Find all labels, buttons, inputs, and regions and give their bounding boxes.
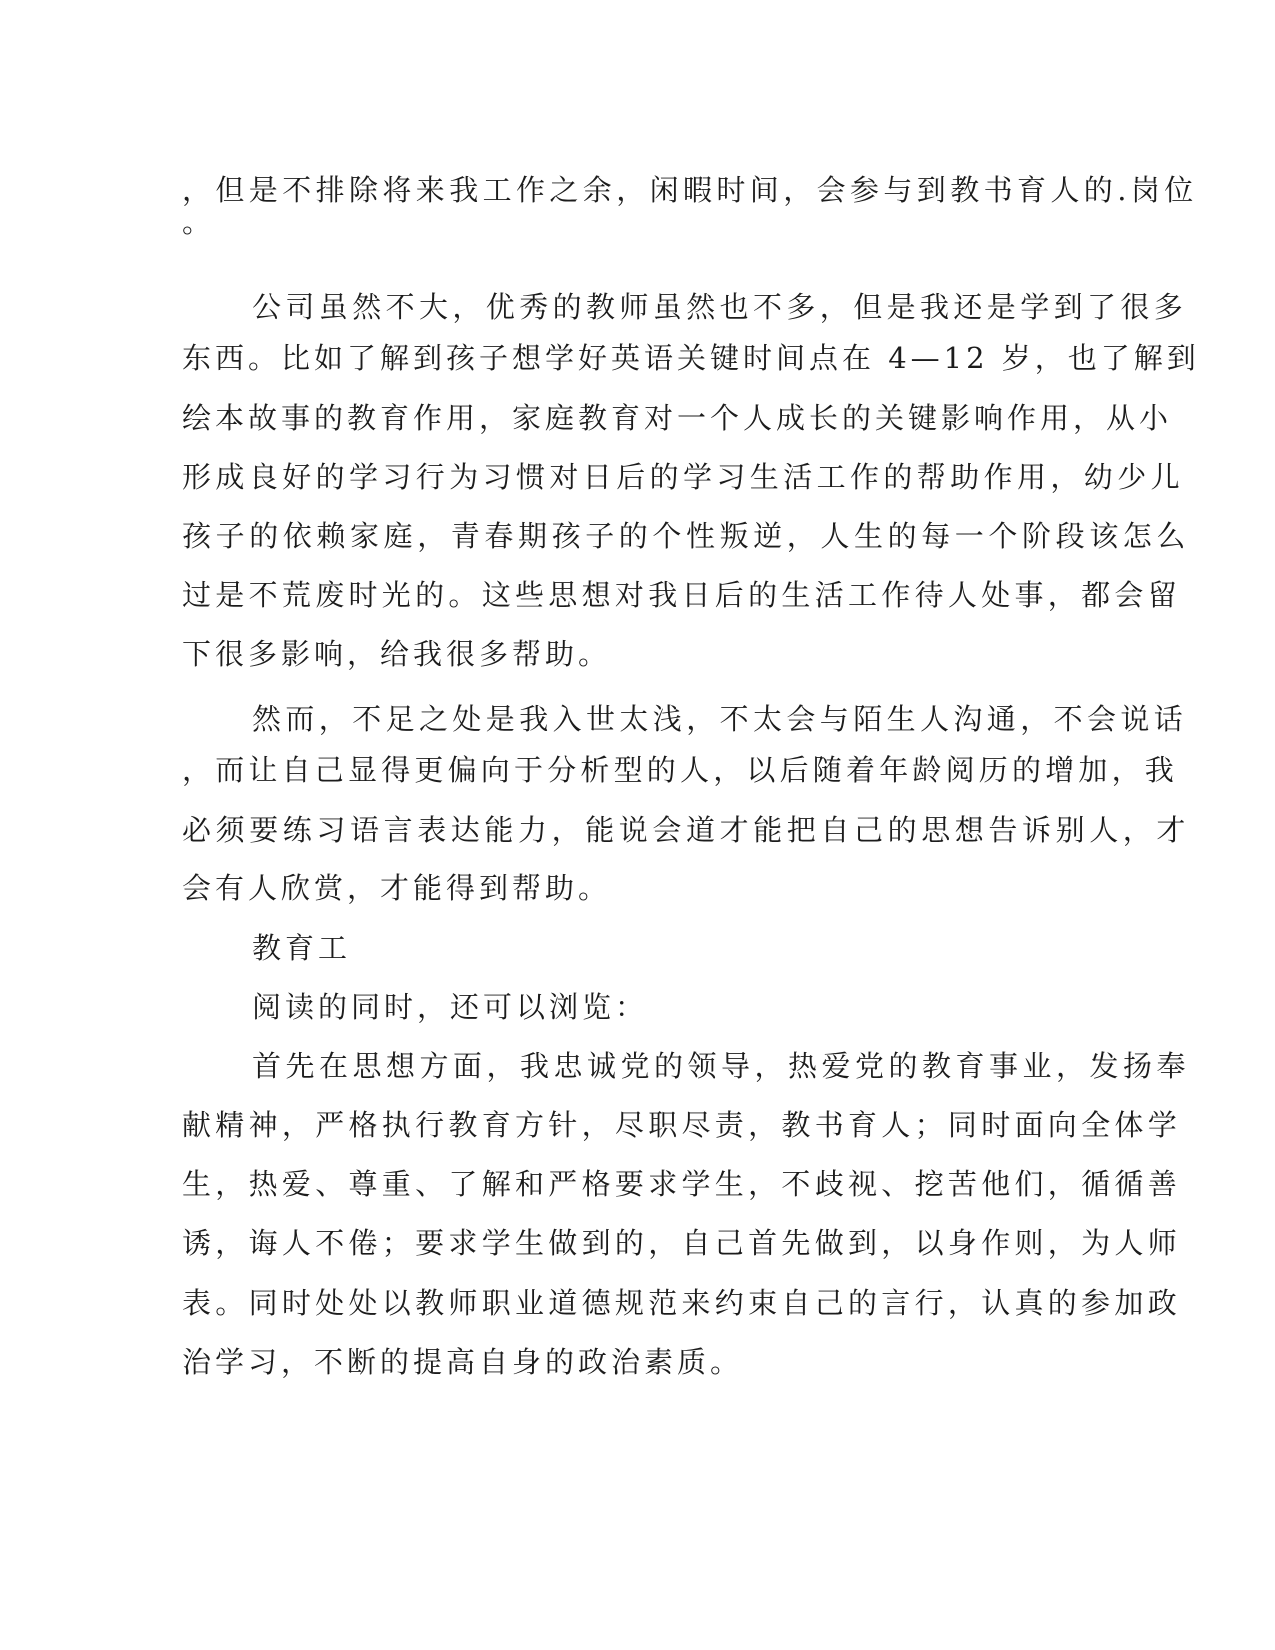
text-line: 公司虽然不大，优秀的教师虽然也不多，但是我还是学到了很多 bbox=[252, 290, 1188, 324]
text-line: 首先在思想方面，我忠诚党的领导，热爱党的教育事业，发扬奉 bbox=[252, 1049, 1191, 1083]
text-line: ，而让自己显得更偏向于分析型的人，以后随着年龄阅历的增加，我 bbox=[182, 753, 1179, 787]
text-line: 下很多影响，给我很多帮助。 bbox=[182, 637, 612, 671]
text-line: 绘本故事的教育作用，家庭教育对一个人成长的关键影响作用，从小 bbox=[182, 401, 1173, 435]
text-line: 形成良好的学习行为习惯对日后的学习生活工作的帮助作用，幼少儿 bbox=[182, 460, 1185, 494]
text-line: 诱，诲人不倦；要求学生做到的，自己首先做到，以身作则，为人师 bbox=[182, 1226, 1182, 1260]
text-line: 然而，不足之处是我入世太浅，不太会与陌生人沟通，不会说话 bbox=[252, 702, 1188, 736]
section-heading: 教育工 bbox=[252, 931, 352, 965]
text-line: 生，热爱、尊重、了解和严格要求学生，不歧视、挖苦他们，循循善 bbox=[182, 1167, 1182, 1201]
text-line: 过是不荒废时光的。这些思想对我日后的生活工作待人处事，都会留 bbox=[182, 578, 1182, 612]
text-line: ，但是不排除将来我工作之余，闲暇时间，会参与到教书育人的.岗位 bbox=[182, 173, 1198, 207]
text-line: 治学习，不断的提高自身的政治素质。 bbox=[182, 1345, 744, 1379]
text-line: 献精神，严格执行教育方针，尽职尽责，教书育人；同时面向全体学 bbox=[182, 1108, 1182, 1142]
text-line: 。 bbox=[182, 205, 215, 239]
text-line: 会有人欣赏，才能得到帮助。 bbox=[182, 871, 612, 905]
text-line: 必须要练习语言表达能力，能说会道才能把自己的思想告诉别人，才 bbox=[182, 813, 1191, 847]
text-line: 表。同时处处以教师职业道德规范来约束自己的言行，认真的参加政 bbox=[182, 1286, 1182, 1320]
text-line: 孩子的依赖家庭，青春期孩子的个性叛逆，人生的每一个阶段该怎么 bbox=[182, 519, 1191, 553]
text-line: 东西。比如了解到孩子想学好英语关键时间点在 4—12 岁，也了解到 bbox=[182, 341, 1200, 375]
text-line: 阅读的同时，还可以浏览： bbox=[252, 990, 649, 1024]
